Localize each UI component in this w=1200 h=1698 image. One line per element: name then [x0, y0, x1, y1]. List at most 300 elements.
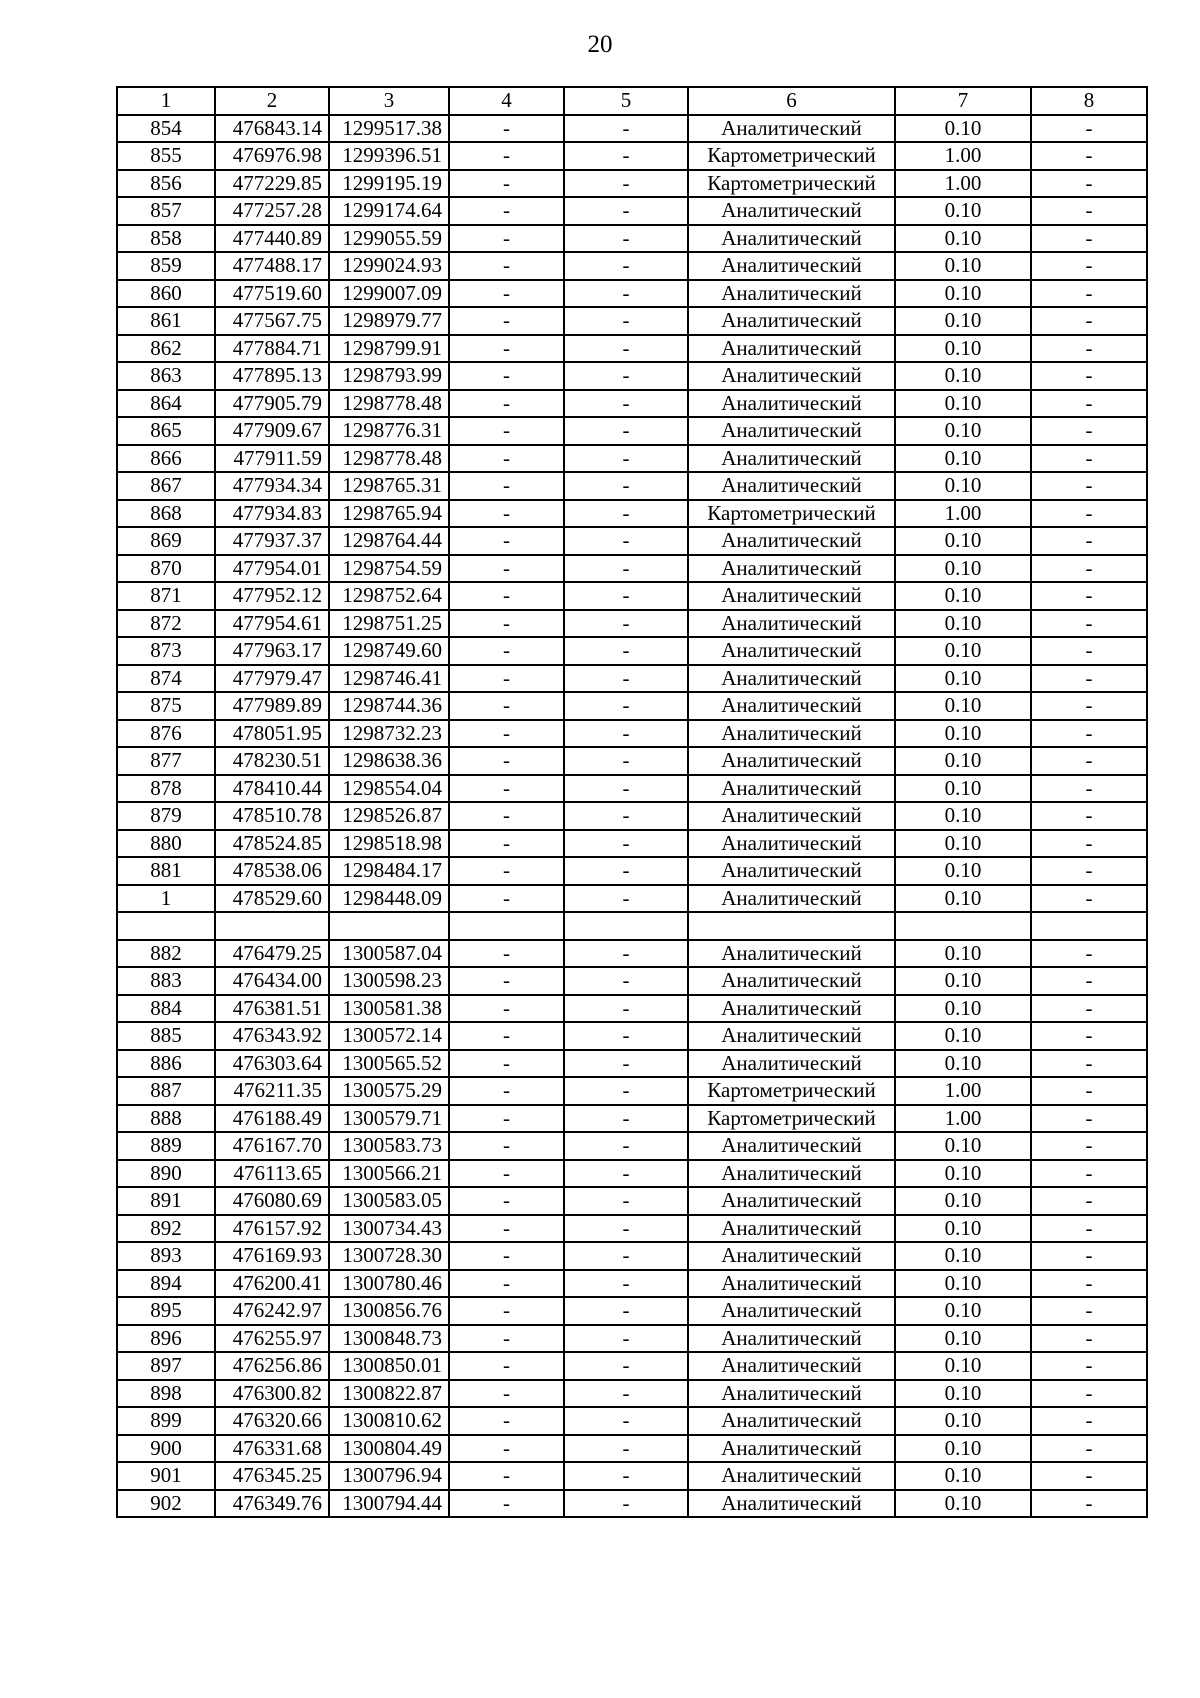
- cell-x-coordinate: 476113.65: [215, 1160, 329, 1188]
- cell-point-number: 867: [117, 472, 215, 500]
- table-row: [117, 1077, 1147, 1105]
- cell-x-coordinate: 476331.68: [215, 1435, 329, 1463]
- cell-col-4: -: [449, 335, 564, 363]
- cell-col-4: -: [449, 170, 564, 198]
- cell-col-5: -: [564, 1022, 688, 1050]
- cell-x-coordinate: 477954.61: [215, 610, 329, 638]
- cell-col-5: -: [564, 1297, 688, 1325]
- cell-point-number: 892: [117, 1215, 215, 1243]
- cell-point-number: 896: [117, 1325, 215, 1353]
- cell-x-coordinate: 476320.66: [215, 1407, 329, 1435]
- cell-x-coordinate: 477440.89: [215, 225, 329, 253]
- cell-point-number: 881: [117, 857, 215, 885]
- cell-accuracy: 0.10: [895, 1435, 1031, 1463]
- cell-col-8: -: [1031, 1022, 1147, 1050]
- cell-col-5: -: [564, 995, 688, 1023]
- cell-accuracy: 0.10: [895, 445, 1031, 473]
- cell-method: Аналитический: [688, 1187, 895, 1215]
- cell-col-5: -: [564, 1105, 688, 1133]
- cell-col-8: -: [1031, 582, 1147, 610]
- cell-col-8: -: [1031, 1160, 1147, 1188]
- cell-accuracy: 0.10: [895, 885, 1031, 913]
- cell-y-coordinate: 1298979.77: [329, 307, 449, 335]
- cell-point-number: 885: [117, 1022, 215, 1050]
- cell-method: Аналитический: [688, 665, 895, 693]
- cell-col-4: -: [449, 610, 564, 638]
- cell-y-coordinate: 1300810.62: [329, 1407, 449, 1435]
- cell-x-coordinate: 477989.89: [215, 692, 329, 720]
- cell-col-8: -: [1031, 940, 1147, 968]
- cell-y-coordinate: 1300780.46: [329, 1270, 449, 1298]
- cell-col-5: -: [564, 747, 688, 775]
- cell-method: Аналитический: [688, 610, 895, 638]
- cell-method: Аналитический: [688, 830, 895, 858]
- cell-method: Аналитический: [688, 225, 895, 253]
- cell-accuracy: 1.00: [895, 142, 1031, 170]
- cell-x-coordinate: 476256.86: [215, 1352, 329, 1380]
- cell-col-8: -: [1031, 1050, 1147, 1078]
- cell-col-8: [1031, 912, 1147, 940]
- cell-y-coordinate: 1298751.25: [329, 610, 449, 638]
- cell-col-5: -: [564, 1077, 688, 1105]
- table-row: [117, 802, 1147, 830]
- cell-method: Аналитический: [688, 1215, 895, 1243]
- table-row: [117, 500, 1147, 528]
- cell-accuracy: 0.10: [895, 637, 1031, 665]
- page-number: 20: [587, 31, 613, 58]
- cell-method: Картометрический: [688, 1077, 895, 1105]
- cell-col-8: -: [1031, 307, 1147, 335]
- cell-accuracy: 0.10: [895, 1050, 1031, 1078]
- cell-method: Аналитический: [688, 252, 895, 280]
- cell-col-4: -: [449, 747, 564, 775]
- cell-point-number: 873: [117, 637, 215, 665]
- cell-point-number: 888: [117, 1105, 215, 1133]
- cell-col-5: -: [564, 390, 688, 418]
- cell-y-coordinate: 1298746.41: [329, 665, 449, 693]
- cell-point-number: 864: [117, 390, 215, 418]
- cell-accuracy: 0.10: [895, 692, 1031, 720]
- cell-y-coordinate: 1298752.64: [329, 582, 449, 610]
- cell-col-4: -: [449, 527, 564, 555]
- cell-col-8: -: [1031, 335, 1147, 363]
- table-row: [117, 1187, 1147, 1215]
- cell-col-5: -: [564, 500, 688, 528]
- cell-y-coordinate: 1299396.51: [329, 142, 449, 170]
- cell-accuracy: 0.10: [895, 417, 1031, 445]
- cell-col-8: -: [1031, 1215, 1147, 1243]
- cell-accuracy: 0.10: [895, 252, 1031, 280]
- table-row: [117, 1490, 1147, 1518]
- cell-y-coordinate: 1300728.30: [329, 1242, 449, 1270]
- cell-y-coordinate: 1298554.04: [329, 775, 449, 803]
- cell-col-4: -: [449, 1187, 564, 1215]
- cell-accuracy: 0.10: [895, 1490, 1031, 1518]
- cell-col-5: -: [564, 830, 688, 858]
- cell-x-coordinate: 477884.71: [215, 335, 329, 363]
- cell-col-8: -: [1031, 527, 1147, 555]
- cell-accuracy: 0.10: [895, 225, 1031, 253]
- cell-accuracy: 0.10: [895, 555, 1031, 583]
- cell-point-number: 865: [117, 417, 215, 445]
- cell-point-number: 876: [117, 720, 215, 748]
- cell-y-coordinate: 1298744.36: [329, 692, 449, 720]
- cell-x-coordinate: 476303.64: [215, 1050, 329, 1078]
- cell-x-coordinate: [215, 912, 329, 940]
- cell-y-coordinate: 1298754.59: [329, 555, 449, 583]
- cell-x-coordinate: 478051.95: [215, 720, 329, 748]
- cell-col-5: -: [564, 940, 688, 968]
- cell-accuracy: 0.10: [895, 995, 1031, 1023]
- cell-point-number: 874: [117, 665, 215, 693]
- cell-point-number: 900: [117, 1435, 215, 1463]
- cell-method: Аналитический: [688, 115, 895, 143]
- cell-col-5: -: [564, 280, 688, 308]
- cell-col-4: -: [449, 1435, 564, 1463]
- cell-col-4: -: [449, 830, 564, 858]
- table-body: [117, 115, 1147, 1518]
- cell-y-coordinate: 1300848.73: [329, 1325, 449, 1353]
- table-row: [117, 940, 1147, 968]
- cell-col-8: -: [1031, 1242, 1147, 1270]
- table-row: [117, 417, 1147, 445]
- cell-x-coordinate: 477979.47: [215, 665, 329, 693]
- cell-x-coordinate: 477519.60: [215, 280, 329, 308]
- table-row: [117, 252, 1147, 280]
- cell-col-4: -: [449, 1077, 564, 1105]
- cell-accuracy: 0.10: [895, 1352, 1031, 1380]
- cell-point-number: 899: [117, 1407, 215, 1435]
- cell-accuracy: 0.10: [895, 582, 1031, 610]
- cell-method: Аналитический: [688, 1160, 895, 1188]
- cell-x-coordinate: 476345.25: [215, 1462, 329, 1490]
- cell-col-5: -: [564, 307, 688, 335]
- cell-col-4: -: [449, 1242, 564, 1270]
- table-row: [117, 1132, 1147, 1160]
- cell-col-8: -: [1031, 637, 1147, 665]
- cell-point-number: 863: [117, 362, 215, 390]
- cell-col-8: -: [1031, 115, 1147, 143]
- table-row: [117, 445, 1147, 473]
- cell-col-8: -: [1031, 362, 1147, 390]
- cell-method: Аналитический: [688, 445, 895, 473]
- column-header-8: 8: [1031, 87, 1147, 115]
- table-row: [117, 1105, 1147, 1133]
- cell-point-number: 901: [117, 1462, 215, 1490]
- cell-point-number: 893: [117, 1242, 215, 1270]
- cell-accuracy: 0.10: [895, 747, 1031, 775]
- cell-x-coordinate: 477895.13: [215, 362, 329, 390]
- cell-accuracy: [895, 912, 1031, 940]
- table-row: [117, 1215, 1147, 1243]
- cell-method: Аналитический: [688, 335, 895, 363]
- cell-method: Аналитический: [688, 1297, 895, 1325]
- cell-col-4: -: [449, 940, 564, 968]
- cell-col-8: -: [1031, 280, 1147, 308]
- cell-accuracy: 0.10: [895, 802, 1031, 830]
- cell-col-5: -: [564, 252, 688, 280]
- cell-y-coordinate: 1298778.48: [329, 390, 449, 418]
- cell-col-5: -: [564, 967, 688, 995]
- cell-method: Аналитический: [688, 720, 895, 748]
- cell-col-4: -: [449, 1050, 564, 1078]
- table-row: [117, 830, 1147, 858]
- cell-col-5: -: [564, 1352, 688, 1380]
- table-row: [117, 225, 1147, 253]
- cell-y-coordinate: 1300575.29: [329, 1077, 449, 1105]
- cell-method: Аналитический: [688, 940, 895, 968]
- cell-y-coordinate: 1300598.23: [329, 967, 449, 995]
- cell-accuracy: 0.10: [895, 1215, 1031, 1243]
- cell-y-coordinate: 1300583.73: [329, 1132, 449, 1160]
- cell-y-coordinate: 1299195.19: [329, 170, 449, 198]
- cell-point-number: 862: [117, 335, 215, 363]
- table-row: [117, 170, 1147, 198]
- cell-y-coordinate: 1298765.31: [329, 472, 449, 500]
- table-row: [117, 335, 1147, 363]
- column-header-5: 5: [564, 87, 688, 115]
- cell-point-number: 866: [117, 445, 215, 473]
- cell-x-coordinate: 476242.97: [215, 1297, 329, 1325]
- cell-accuracy: 0.10: [895, 307, 1031, 335]
- column-header-4: 4: [449, 87, 564, 115]
- cell-col-8: -: [1031, 1435, 1147, 1463]
- table-row: [117, 747, 1147, 775]
- cell-col-5: -: [564, 1462, 688, 1490]
- cell-point-number: [117, 912, 215, 940]
- table-row: [117, 390, 1147, 418]
- table-row: [117, 610, 1147, 638]
- cell-method: Аналитический: [688, 775, 895, 803]
- cell-col-8: -: [1031, 967, 1147, 995]
- cell-method: Аналитический: [688, 390, 895, 418]
- cell-method: Картометрический: [688, 142, 895, 170]
- cell-col-4: -: [449, 1215, 564, 1243]
- cell-point-number: 898: [117, 1380, 215, 1408]
- cell-accuracy: 1.00: [895, 170, 1031, 198]
- cell-col-5: -: [564, 885, 688, 913]
- cell-y-coordinate: 1298765.94: [329, 500, 449, 528]
- cell-col-5: -: [564, 610, 688, 638]
- cell-point-number: 886: [117, 1050, 215, 1078]
- cell-x-coordinate: 476167.70: [215, 1132, 329, 1160]
- cell-col-8: -: [1031, 802, 1147, 830]
- cell-point-number: 890: [117, 1160, 215, 1188]
- table-row: [117, 307, 1147, 335]
- cell-x-coordinate: 476434.00: [215, 967, 329, 995]
- cell-y-coordinate: 1298518.98: [329, 830, 449, 858]
- cell-x-coordinate: 478410.44: [215, 775, 329, 803]
- cell-x-coordinate: 477905.79: [215, 390, 329, 418]
- cell-point-number: 880: [117, 830, 215, 858]
- cell-col-5: -: [564, 1215, 688, 1243]
- cell-method: Аналитический: [688, 1380, 895, 1408]
- cell-col-5: -: [564, 1242, 688, 1270]
- cell-accuracy: 0.10: [895, 1380, 1031, 1408]
- cell-col-5: [564, 912, 688, 940]
- cell-col-8: -: [1031, 1077, 1147, 1105]
- table-row: [117, 527, 1147, 555]
- cell-method: Аналитический: [688, 197, 895, 225]
- cell-x-coordinate: 478524.85: [215, 830, 329, 858]
- cell-col-4: -: [449, 390, 564, 418]
- table-row: [117, 115, 1147, 143]
- cell-method: Аналитический: [688, 692, 895, 720]
- cell-col-4: -: [449, 1132, 564, 1160]
- cell-col-8: -: [1031, 1462, 1147, 1490]
- table-row: [117, 1380, 1147, 1408]
- cell-accuracy: 0.10: [895, 720, 1031, 748]
- cell-x-coordinate: 477952.12: [215, 582, 329, 610]
- cell-point-number: 868: [117, 500, 215, 528]
- cell-x-coordinate: 477934.34: [215, 472, 329, 500]
- table-row: [117, 1462, 1147, 1490]
- cell-col-4: -: [449, 1407, 564, 1435]
- cell-col-4: -: [449, 720, 564, 748]
- cell-y-coordinate: 1299007.09: [329, 280, 449, 308]
- cell-col-8: -: [1031, 1132, 1147, 1160]
- cell-col-4: -: [449, 857, 564, 885]
- cell-accuracy: 0.10: [895, 390, 1031, 418]
- table-row: [117, 1050, 1147, 1078]
- cell-method: Аналитический: [688, 1050, 895, 1078]
- cell-point-number: 877: [117, 747, 215, 775]
- cell-col-5: -: [564, 527, 688, 555]
- cell-method: Картометрический: [688, 1105, 895, 1133]
- table-row: [117, 912, 1147, 940]
- cell-point-number: 856: [117, 170, 215, 198]
- cell-accuracy: 0.10: [895, 665, 1031, 693]
- cell-col-4: -: [449, 115, 564, 143]
- table-row: [117, 1160, 1147, 1188]
- cell-col-4: -: [449, 1160, 564, 1188]
- cell-col-4: -: [449, 472, 564, 500]
- cell-col-8: -: [1031, 747, 1147, 775]
- cell-y-coordinate: 1300579.71: [329, 1105, 449, 1133]
- cell-col-4: -: [449, 555, 564, 583]
- cell-method: Аналитический: [688, 307, 895, 335]
- cell-x-coordinate: 476211.35: [215, 1077, 329, 1105]
- cell-col-4: -: [449, 1352, 564, 1380]
- cell-col-5: -: [564, 637, 688, 665]
- table-row: [117, 362, 1147, 390]
- cell-col-5: -: [564, 1132, 688, 1160]
- cell-accuracy: 0.10: [895, 197, 1031, 225]
- cell-col-4: -: [449, 1325, 564, 1353]
- table-row: [117, 1297, 1147, 1325]
- cell-col-4: -: [449, 1297, 564, 1325]
- cell-col-4: -: [449, 307, 564, 335]
- cell-x-coordinate: 477937.37: [215, 527, 329, 555]
- cell-col-8: -: [1031, 445, 1147, 473]
- cell-accuracy: 0.10: [895, 967, 1031, 995]
- cell-point-number: 883: [117, 967, 215, 995]
- cell-y-coordinate: 1300565.52: [329, 1050, 449, 1078]
- cell-y-coordinate: 1298799.91: [329, 335, 449, 363]
- cell-point-number: 884: [117, 995, 215, 1023]
- cell-point-number: 878: [117, 775, 215, 803]
- cell-point-number: 871: [117, 582, 215, 610]
- cell-col-4: -: [449, 692, 564, 720]
- cell-col-8: -: [1031, 170, 1147, 198]
- cell-col-4: -: [449, 362, 564, 390]
- cell-accuracy: 0.10: [895, 1297, 1031, 1325]
- cell-method: [688, 912, 895, 940]
- cell-x-coordinate: 477488.17: [215, 252, 329, 280]
- cell-col-8: -: [1031, 1187, 1147, 1215]
- cell-col-5: -: [564, 665, 688, 693]
- cell-method: Аналитический: [688, 885, 895, 913]
- cell-x-coordinate: 476300.82: [215, 1380, 329, 1408]
- cell-col-5: -: [564, 775, 688, 803]
- cell-point-number: 882: [117, 940, 215, 968]
- table-row: [117, 665, 1147, 693]
- column-header-7: 7: [895, 87, 1031, 115]
- table-row: [117, 1407, 1147, 1435]
- coordinates-table: [116, 86, 1148, 1518]
- cell-accuracy: 0.10: [895, 1325, 1031, 1353]
- cell-method: Аналитический: [688, 995, 895, 1023]
- cell-method: Аналитический: [688, 582, 895, 610]
- cell-x-coordinate: 477257.28: [215, 197, 329, 225]
- cell-y-coordinate: 1299024.93: [329, 252, 449, 280]
- cell-y-coordinate: 1299174.64: [329, 197, 449, 225]
- cell-accuracy: 0.10: [895, 362, 1031, 390]
- cell-col-5: -: [564, 720, 688, 748]
- cell-col-5: -: [564, 472, 688, 500]
- table-row: [117, 995, 1147, 1023]
- cell-col-5: -: [564, 1435, 688, 1463]
- cell-x-coordinate: 476343.92: [215, 1022, 329, 1050]
- cell-point-number: 869: [117, 527, 215, 555]
- cell-col-8: -: [1031, 610, 1147, 638]
- cell-x-coordinate: 478529.60: [215, 885, 329, 913]
- cell-col-8: -: [1031, 1297, 1147, 1325]
- cell-x-coordinate: 476843.14: [215, 115, 329, 143]
- cell-x-coordinate: 476381.51: [215, 995, 329, 1023]
- cell-col-5: -: [564, 445, 688, 473]
- table-row: [117, 1022, 1147, 1050]
- cell-point-number: 879: [117, 802, 215, 830]
- table-row: [117, 197, 1147, 225]
- cell-col-5: -: [564, 362, 688, 390]
- cell-accuracy: 0.10: [895, 830, 1031, 858]
- cell-y-coordinate: 1300850.01: [329, 1352, 449, 1380]
- cell-method: Аналитический: [688, 1022, 895, 1050]
- cell-col-8: -: [1031, 390, 1147, 418]
- cell-accuracy: 0.10: [895, 1132, 1031, 1160]
- cell-x-coordinate: 476976.98: [215, 142, 329, 170]
- cell-col-5: -: [564, 417, 688, 445]
- cell-x-coordinate: 476255.97: [215, 1325, 329, 1353]
- cell-y-coordinate: 1298778.48: [329, 445, 449, 473]
- cell-x-coordinate: 477963.17: [215, 637, 329, 665]
- table-row: [117, 885, 1147, 913]
- table-row: [117, 692, 1147, 720]
- cell-point-number: 860: [117, 280, 215, 308]
- cell-y-coordinate: 1300822.87: [329, 1380, 449, 1408]
- cell-point-number: 854: [117, 115, 215, 143]
- cell-col-5: -: [564, 555, 688, 583]
- cell-col-8: -: [1031, 197, 1147, 225]
- table-row: [117, 472, 1147, 500]
- cell-y-coordinate: 1300796.94: [329, 1462, 449, 1490]
- cell-col-8: -: [1031, 857, 1147, 885]
- cell-col-4: -: [449, 1380, 564, 1408]
- cell-col-8: -: [1031, 1105, 1147, 1133]
- cell-method: Аналитический: [688, 967, 895, 995]
- cell-col-4: -: [449, 1022, 564, 1050]
